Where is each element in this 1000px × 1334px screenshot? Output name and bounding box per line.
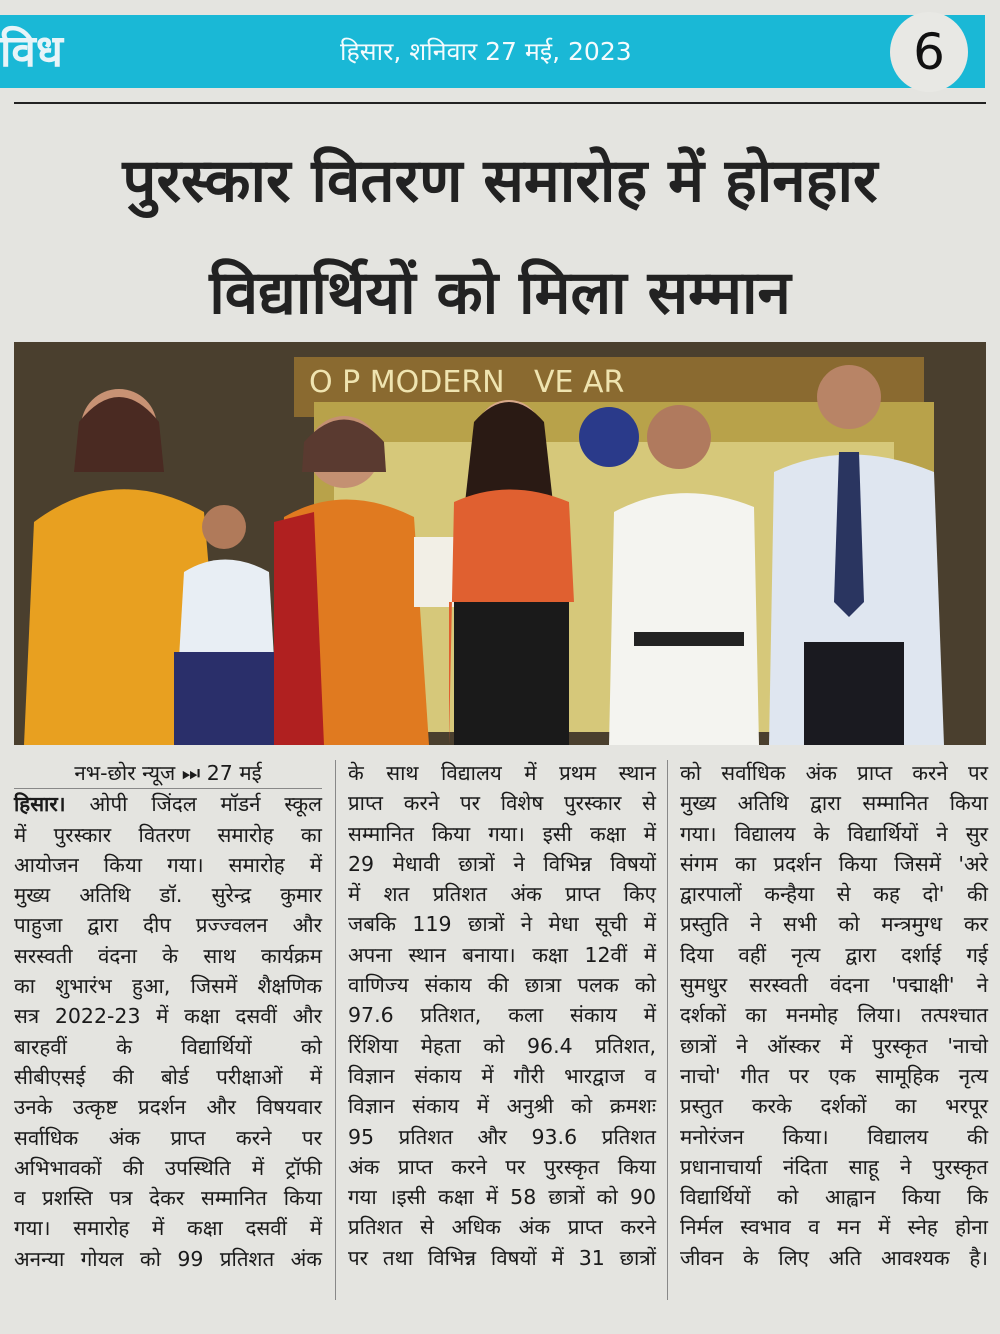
- headline-line-2: विद्यार्थियों को मिला सम्मान: [209, 258, 791, 328]
- article-line: अपना स्थान बनाया। कक्षा 12वीं में: [348, 942, 656, 967]
- masthead-dateline: हिसार, शनिवार 27 मई, 2023: [340, 37, 632, 66]
- article-line: सीबीएसई की बोर्ड परीक्षाओं में: [14, 1064, 322, 1089]
- article-line: जीवन के लिए अति आवश्यक है।: [680, 1245, 988, 1270]
- article-line: 95 प्रतिशत और 93.6 प्रतिशत: [348, 1124, 656, 1149]
- page-number: 6: [890, 12, 968, 92]
- article-line: गया ।इसी कक्षा में 58 छात्रों को 90: [348, 1185, 656, 1210]
- article-line: प्राप्त करने पर विशेष पुरस्कार से: [348, 791, 656, 816]
- article-line: छात्रों ने ऑस्कर में पुरस्कृत 'नाचो: [680, 1033, 988, 1058]
- column-divider: [335, 760, 336, 1300]
- article-line: प्रतिशत से अधिक अंक प्राप्त करने: [348, 1215, 656, 1240]
- article-line: मुख्य अतिथि डॉ. सुरेन्द्र कुमार: [14, 883, 322, 908]
- article-line: पर तथा विभिन्न विषयों में 31 छात्रों: [348, 1245, 656, 1270]
- article-line: विज्ञान संकाय में अनुश्री को क्रमशः: [348, 1094, 656, 1119]
- masthead-rule: [14, 102, 986, 104]
- article-line: का शुभारंभ हुआ, जिसमें शैक्षणिक: [14, 974, 322, 999]
- article-line-text: ओपी जिंदल मॉडर्न स्कूल: [89, 792, 322, 817]
- article-line: जबकि 119 छात्रों ने मेधा सूची में: [348, 912, 656, 937]
- banner-text-2: VE AR: [534, 365, 625, 400]
- award-ceremony-photo: [14, 342, 986, 745]
- photo-illustration: [14, 342, 986, 745]
- article-line: प्रस्तुत करके दर्शकों का भरपूर: [680, 1094, 988, 1119]
- article-line: अनन्या गोयल को 99 प्रतिशत अंक: [14, 1246, 322, 1271]
- article-line: प्रधानाचार्या नंदिता साहू ने पुरस्कृत: [680, 1154, 988, 1179]
- article-line: 29 मेधावी छात्रों ने विभिन्न विषयों: [348, 851, 656, 876]
- article-line: के साथ विद्यालय में प्रथम स्थान: [348, 761, 656, 785]
- article-line: द्वारपालों कन्हैया से कह दो' की: [680, 882, 988, 907]
- article-line: गया। समारोह में कक्षा दसवीं में: [14, 1216, 322, 1241]
- article-line: पाहुजा द्वारा दीप प्रज्ज्वलन और: [14, 913, 322, 938]
- column-divider: [667, 760, 668, 1300]
- article-line: सुमधुर सरस्वती वंदना 'पद्माक्षी' ने: [680, 973, 988, 998]
- article-column-2: [348, 758, 656, 1273]
- article-line: अभिभावकों की उपस्थिति में ट्रॉफी: [14, 1155, 322, 1180]
- article-line: बारहवीं के विद्यार्थियों को: [14, 1034, 322, 1059]
- headline-line-1: पुरस्कार वितरण समारोह में होनहार: [122, 146, 878, 216]
- article-line: सम्मानित किया गया। इसी कक्षा में: [348, 821, 656, 846]
- article-line: [14, 789, 322, 819]
- article-line: में पुरस्कार वितरण समारोह का: [14, 822, 322, 847]
- article-line: को सर्वाधिक अंक प्राप्त करने पर: [680, 761, 988, 785]
- banner-text: O P MODERN: [309, 365, 505, 400]
- article-line: मनोरंजन किया। विद्यालय की: [680, 1124, 988, 1149]
- article-line: प्रस्तुति ने सभी को मन्त्रमुग्ध कर: [680, 912, 988, 937]
- article-line: विद्यार्थियों को आह्वान किया कि: [680, 1185, 988, 1210]
- article-line: अंक प्राप्त करने पर पुरस्कृत किया: [348, 1154, 656, 1179]
- article-line: मुख्य अतिथि द्वारा सम्मानित किया: [680, 791, 988, 816]
- article-column-3: [680, 758, 988, 1273]
- article-line: गया। विद्यालय के विद्यार्थियों ने सुर: [680, 821, 988, 846]
- article-line: में शत प्रतिशत अंक प्राप्त किए: [348, 882, 656, 907]
- section-name: विध: [0, 26, 63, 77]
- article-line: सरस्वती वंदना के साथ कार्यक्रम: [14, 943, 322, 968]
- byline: नभ-छोर न्यूज ⏭ 27 मई: [14, 758, 322, 789]
- headline: [14, 125, 986, 349]
- article-line: उनके उत्कृष्ट प्रदर्शन और विषयवार: [14, 1095, 322, 1120]
- article-line: दर्शकों का मनमोह लिया। तत्पश्चात: [680, 1003, 988, 1028]
- article-line: 97.6 प्रतिशत, कला संकाय में: [348, 1003, 656, 1028]
- article-line: नाचो' गीत पर एक सामूहिक नृत्य: [680, 1063, 988, 1088]
- article-line: निर्मल स्वभाव व मन में स्नेह होना: [680, 1215, 988, 1240]
- article-line: सत्र 2022-23 में कक्षा दसवीं और: [14, 1004, 322, 1029]
- article-line: संगम का प्रदर्शन किया जिसमें 'अरे: [680, 851, 988, 876]
- article-line: दिया वहीं नृत्य द्वारा दर्शाई गई: [680, 942, 988, 967]
- article-line: वाणिज्य संकाय की छात्रा पलक को: [348, 973, 656, 998]
- article-line: विज्ञान संकाय में गौरी भारद्वाज व: [348, 1063, 656, 1088]
- article-line: रिंशिया मेहता को 96.4 प्रतिशत,: [348, 1033, 656, 1058]
- article-line: आयोजन किया गया। समारोह में: [14, 852, 322, 877]
- article-column-1: [14, 758, 322, 1274]
- dateline-place: हिसार।: [14, 792, 66, 817]
- article-line: सर्वाधिक अंक प्राप्त करने पर: [14, 1125, 322, 1150]
- article-line: व प्रशस्ति पत्र देकर सम्मानित किया: [14, 1186, 322, 1211]
